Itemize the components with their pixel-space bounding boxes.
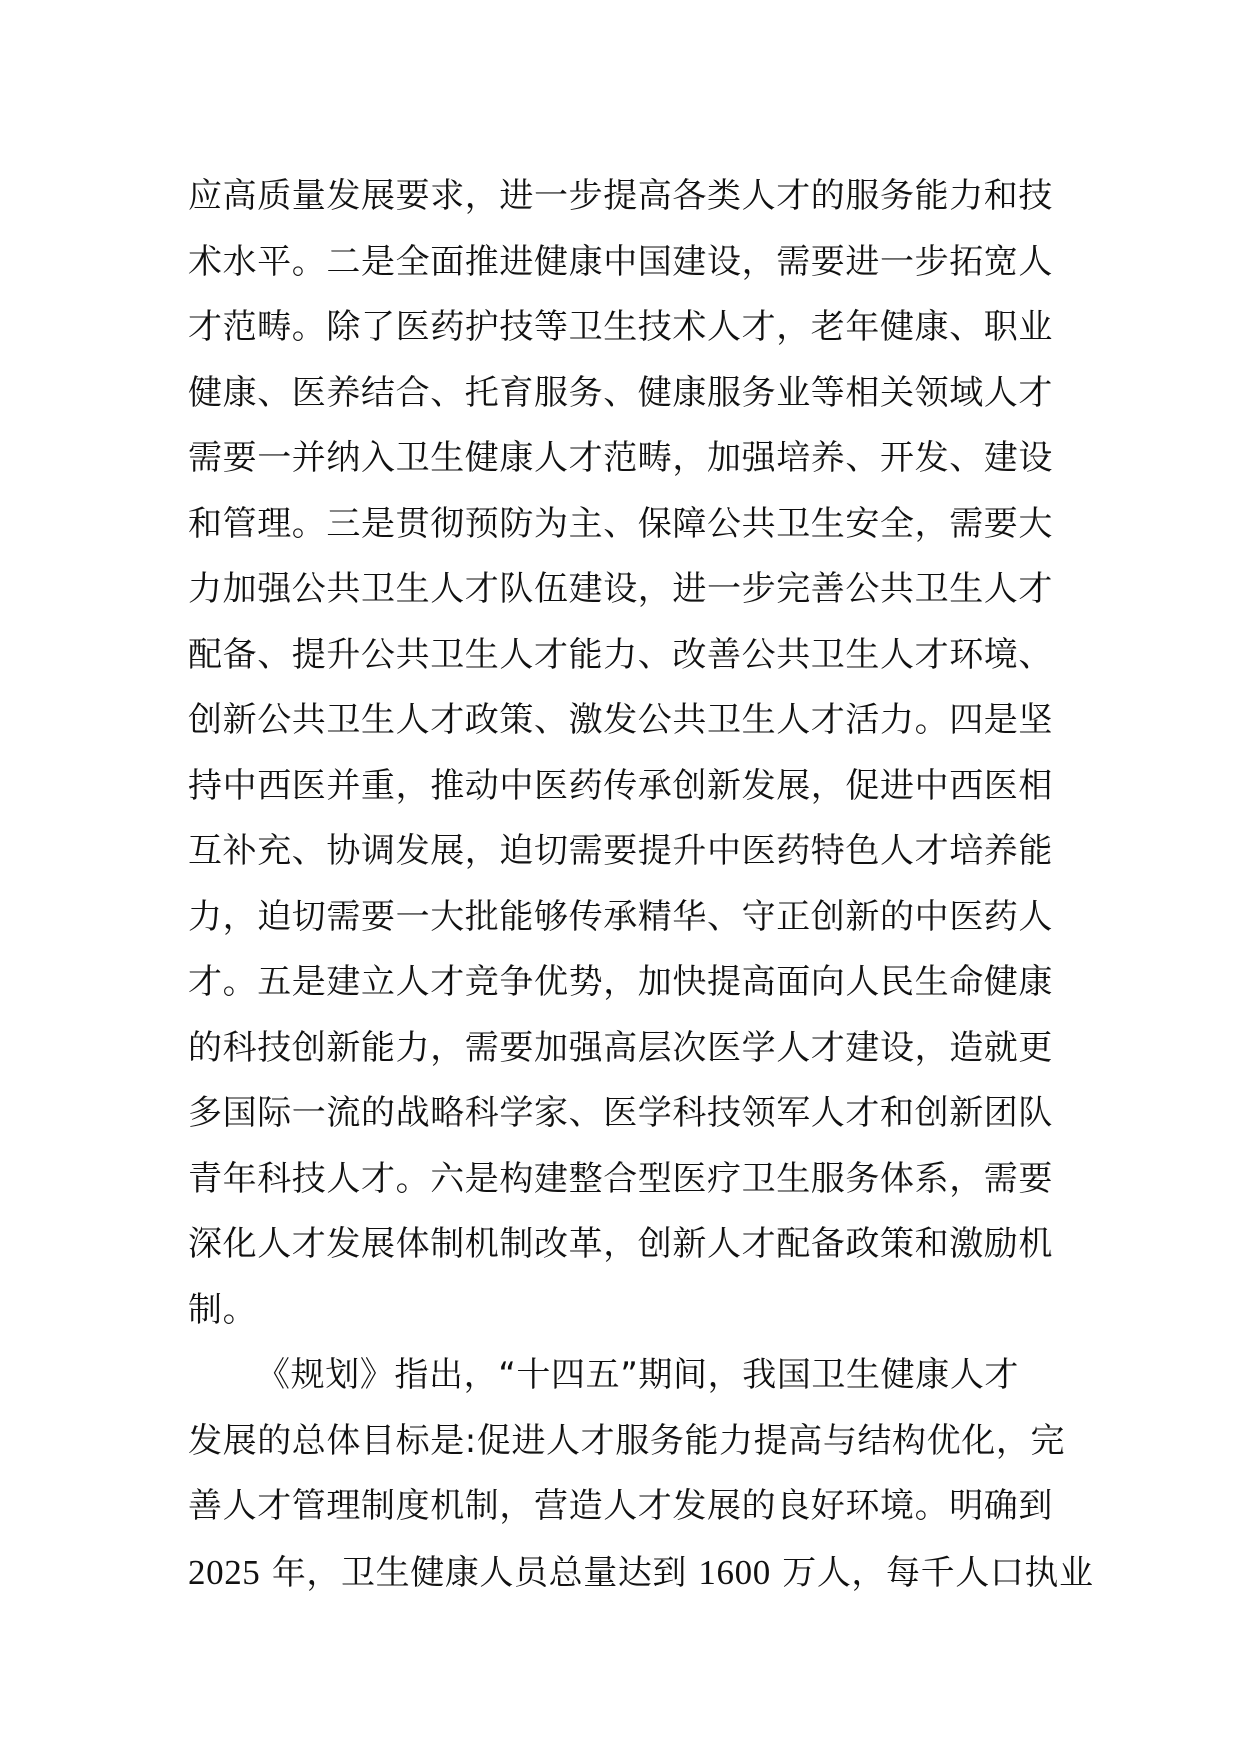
text-line: 术水平。二是全面推进健康中国建设，需要进一步拓宽人 bbox=[188, 241, 1053, 282]
text-line: 青年科技人才。六是构建整合型医疗卫生服务体系，需要 bbox=[188, 1158, 1053, 1199]
text-line-last bbox=[188, 1540, 1094, 1606]
text-line: 配备、提升公共卫生人才能力、改善公共卫生人才环境、 bbox=[188, 634, 1053, 675]
paragraph-start-line: 《规划》指出，“十四五”期间，我国卫生健康人才 bbox=[256, 1355, 1020, 1395]
text-line: 制。 bbox=[188, 1289, 258, 1330]
text-line: 才范畴。除了医药护技等卫生技术人才，老年健康、职业 bbox=[188, 307, 1053, 347]
text-line: 健康、医养结合、托育服务、健康服务业等相关领域人才 bbox=[188, 372, 1053, 413]
text-line: 善人才管理制度机制，营造人才发展的良好环境。明确到 bbox=[188, 1486, 1053, 1526]
year-number: 2025 bbox=[188, 1552, 261, 1592]
body-text bbox=[188, 164, 1094, 1605]
text-segment: 万人，每千人口执业 bbox=[770, 1552, 1094, 1593]
text-line: 创新公共卫生人才政策、激发公共卫生人才活力。四是坚 bbox=[188, 700, 1053, 740]
total-number: 1600 bbox=[698, 1552, 771, 1592]
text-line: 多国际一流的战略科学家、医学科技领军人才和创新团队 bbox=[188, 1093, 1053, 1133]
text-line: 的科技创新能力，需要加强高层次医学人才建设，造就更 bbox=[188, 1027, 1053, 1068]
text-line: 深化人才发展体制机制改革，创新人才配备政策和激励机 bbox=[188, 1224, 1053, 1264]
text-line: 应高质量发展要求，进一步提高各类人才的服务能力和技 bbox=[188, 176, 1053, 216]
text-line: 才。五是建立人才竞争优势，加快提高面向人民生命健康 bbox=[188, 962, 1053, 1002]
text-line: 和管理。三是贯彻预防为主、保障公共卫生安全，需要大 bbox=[188, 503, 1053, 544]
text-line: 发展的总体目标是:促进人才服务能力提高与结构优化，完 bbox=[188, 1420, 1066, 1461]
text-line: 持中西医并重，推动中医药传承创新发展，促进中西医相 bbox=[188, 765, 1053, 806]
text-line: 互补充、协调发展，迫切需要提升中医药特色人才培养能 bbox=[188, 831, 1053, 871]
text-line: 需要一并纳入卫生健康人才范畴，加强培养、开发、建设 bbox=[188, 438, 1053, 478]
text-line: 力加强公共卫生人才队伍建设，进一步完善公共卫生人才 bbox=[188, 569, 1053, 609]
text-line: 力，迫切需要一大批能够传承精华、守正创新的中医药人 bbox=[188, 896, 1053, 937]
text-segment: 年，卫生健康人员总量达到 bbox=[260, 1552, 699, 1593]
